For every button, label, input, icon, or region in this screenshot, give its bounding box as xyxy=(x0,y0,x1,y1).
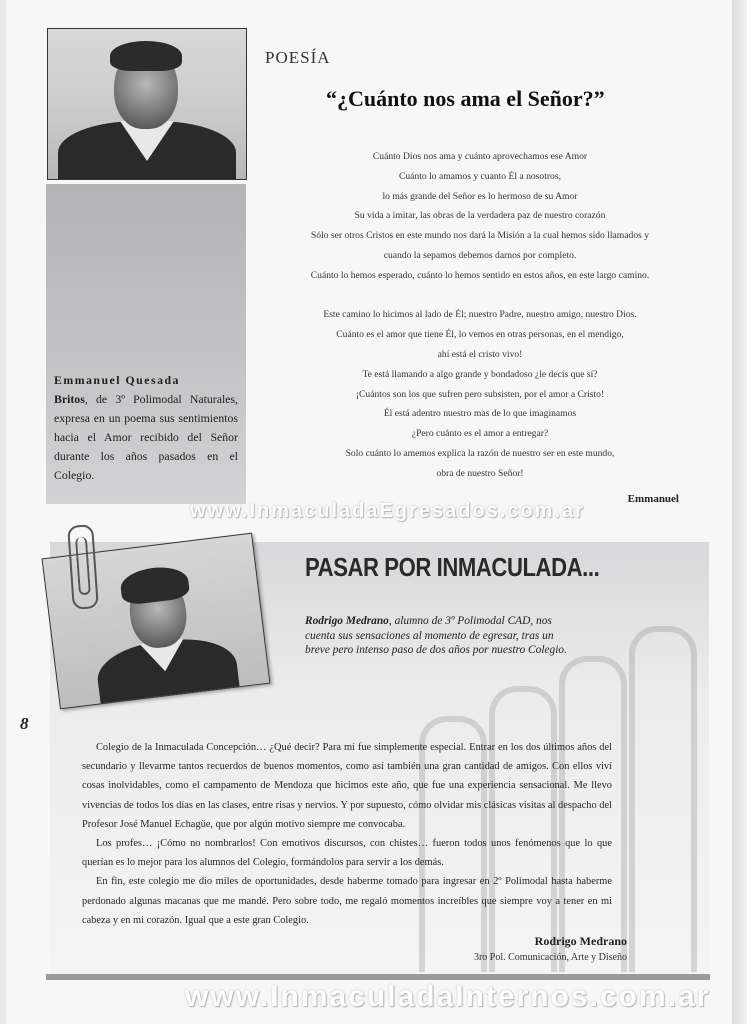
poem-line: Te está llamando a algo grande y bondadoso ¿le decís que sí? xyxy=(362,368,598,380)
poem-line: ahí está el cristo vivo! xyxy=(437,348,523,360)
bio-text xyxy=(54,371,238,485)
article-paragraph: Los profes… ¡Cómo no nombrarlos! Con emotivos discursos, con chistes… fueron todos unos fenómenos que lo que querían es lo mejor para los alumnos del Colegio, formándolos para servir a los demás. xyxy=(82,838,612,869)
poem-line: Cuánto Dios nos ama y cuánto aprovechamos ese Amor xyxy=(372,151,588,162)
intro-name: Rodrigo Medrano xyxy=(305,615,389,627)
article-author-role: 3ro Pol. Comunicación, Arte y Diseño xyxy=(473,952,627,963)
poem-line: ¿Pero cuánto es el amor a entregar? xyxy=(411,428,549,440)
page-edge xyxy=(732,0,747,1024)
section-label: POESÍA xyxy=(265,48,331,67)
poem-title: “¿Cuánto nos ama el Señor?” xyxy=(326,86,605,111)
poem-body xyxy=(262,147,698,484)
poem-line: Él está adentro nuestro mas de lo que imaginamos xyxy=(383,408,577,420)
bio-description: , de 3º Polimodal Naturales, expresa en un poema sus sentimientos hacia el Amor recibido del Señor durante los años pasados en el Colegio. xyxy=(54,392,238,482)
poem-line: Cuánto es el amor que tiene Él, lo vemos en otras personas, en el mendigo, xyxy=(336,329,624,341)
poem-line: Cuánto lo hemos esperado, cuánto lo hemos sentido en estos años, en este largo camino. xyxy=(310,269,650,281)
article-title: PASAR POR INMACULADA... xyxy=(305,552,600,582)
poem-line: obra de nuestro Señor! xyxy=(436,467,524,479)
student-photo-emmanuel xyxy=(47,28,247,180)
watermark-bottom: www.InmaculadaInternos.com.ar xyxy=(185,980,711,1013)
poem-line: ¡Cuántos son los que sufren pero subsisten, por el amor a Cristo! xyxy=(355,388,605,400)
poem-line: Su vida a imitar, las obras de la verdadera paz de nuestro corazón xyxy=(354,210,606,222)
poem-line: Cuánto lo amamos y cuanto Él a nosotros, xyxy=(398,170,561,182)
poem-line: lo más grande del Señor es lo hermoso de su Amor xyxy=(382,190,578,202)
article-paragraph: En fin, este colegio me dio miles de oportunidades, desde haberme tomado para ingresar en 2º Polimodal hasta haberme perdonado algunas macanas que me mandé. Pero sobre todo, me regaló momentos increíbles que siempre voy a tener en mi cabeza y en mi corazón. Igual que a este gran Colegio. xyxy=(82,876,612,926)
bio-name-surname: Britos xyxy=(54,392,85,406)
poem-line: cuando la sepamos debemos darnos por completo. xyxy=(383,249,577,261)
watermark-middle: www.InmaculadaEgresados.com.ar xyxy=(190,500,585,522)
article-author: Rodrigo Medrano xyxy=(534,934,627,948)
article-intro xyxy=(305,614,575,658)
poem-line: Este camino lo hicimos al lado de Él; nuestro Padre, nuestro amigo, nuestro Dios. xyxy=(323,309,637,321)
article-paragraph: Colegio de la Inmaculada Concepción… ¿Qué decir? Para mí fue simplemente especial. Entrar en los dos últimos años del secundario y llevarme tantos recuerdos de buenos momentos, como así también una gran cantidad de amigos. Con ellos viví cosas inolvidables, como el campamento de Mendoza que hicimos este año, que fue una experiencia sensacional. Me llevo vivencias de todos los días en las clases, entre risas y nervios. Y por supuesto, cómo olvidar mis clásicas visitas al despacho del Profesor José Manuel Echagüe, que por algún motivo siempre me convocaba. xyxy=(82,742,612,830)
bio-box xyxy=(46,184,246,504)
bio-name: Emmanuel Quesada xyxy=(54,373,180,387)
poem-signature: Emmanuel xyxy=(627,493,679,505)
intro-text: , alumno de 3º Polimodal CAD, nos cuenta sus sensaciones al momento de egresar, tras un breve pero intenso paso de dos años por nuestro Colegio. xyxy=(305,615,567,656)
poem-line: Sólo ser otros Cristos en este mundo nos dará la Misión a la cual hemos sido llamados y xyxy=(310,230,650,242)
page-number: 8 xyxy=(20,714,29,733)
poem-line: Solo cuánto lo amemos explica la razón de nuestro ser en este mundo, xyxy=(345,447,615,459)
article-body xyxy=(82,738,612,930)
